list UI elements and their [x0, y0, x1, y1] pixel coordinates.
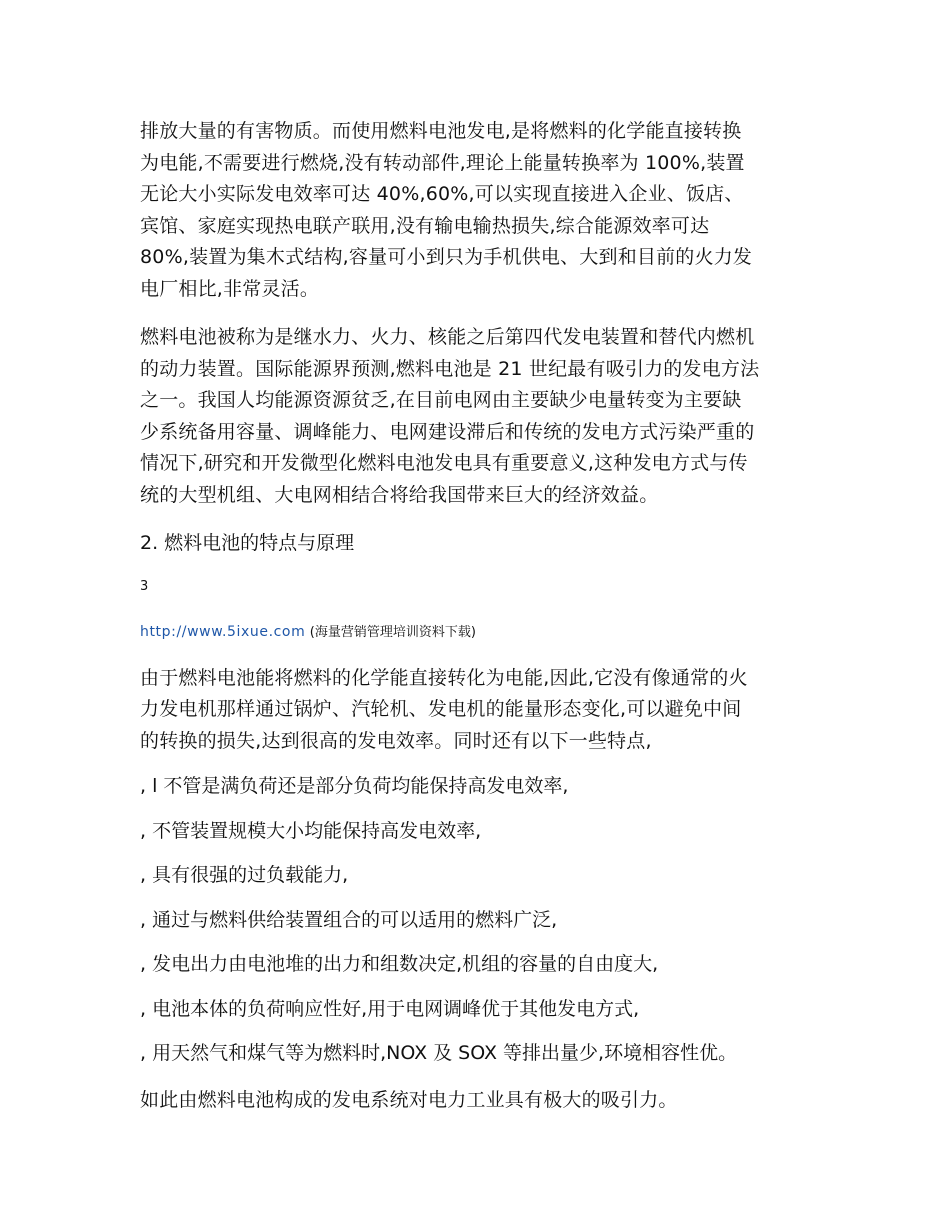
list-item: , 具有很强的过负载能力, [140, 864, 349, 886]
text-line: 之一。我国人均能源资源贫乏,在目前电网由主要缺少电量转变为主要缺 [140, 389, 742, 411]
footer-source [140, 622, 820, 643]
text-line: 少系统备用容量、调峰能力、电网建设滞后和传统的发电方式污染严重的 [140, 420, 755, 443]
source-link[interactable]: http://www.5ixue.com [140, 623, 306, 640]
text-line: 统的大型机组、大电网相结合将给我国带来巨大的经济效益。 [140, 483, 659, 506]
list-item: , 发电出力由电池堆的出力和组数决定,机组的容量的自由度大, [140, 953, 659, 975]
paragraph-2 [140, 322, 820, 511]
source-note: (海量营销管理培训资料下载) [309, 624, 476, 640]
text-line: 由于燃料电池能将燃料的化学能直接转化为电能,因此,它没有像通常的火 [140, 666, 748, 689]
text-line: 的转换的损失,达到很高的发电效率。同时还有以下一些特点, [140, 729, 652, 752]
list-item: , 电池本体的负荷响应性好,用于电网调峰优于其他发电方式, [140, 997, 640, 1020]
text-line: 为电能,不需要进行燃烧,没有转动部件,理论上能量转换率为 100%,装置 [140, 151, 745, 174]
text-line: 的动力装置。国际能源界预测,燃料电池是 21 世纪最有吸引力的发电方法 [140, 357, 760, 380]
text-line: 宾馆、家庭实现热电联产联用,没有输电输热损失,综合能源效率可达 [140, 214, 710, 237]
text-line: 力发电机那样通过锅炉、汽轮机、发电机的能量形态变化,可以避免中间 [140, 698, 742, 720]
text-line: 燃料电池被称为是继水力、火力、核能之后第四代发电装置和替代内燃机 [140, 326, 755, 348]
paragraph-3 [140, 663, 820, 758]
document-page [140, 116, 820, 1116]
closing-paragraph: 如此由燃料电池构成的发电系统对电力工业具有极大的吸引力。 [140, 1088, 678, 1111]
text-line: 无论大小实际发电效率可达 40%,60%,可以实现直接进入企业、饭店、 [140, 183, 744, 205]
text-line: 80%,装置为集木式结构,容量可小到只为手机供电、大到和目前的火力发 [140, 246, 753, 268]
text-line: 电厂相比,非常灵活。 [140, 277, 320, 300]
list-item: , 通过与燃料供给装置组合的可以适用的燃料广泛, [140, 908, 558, 931]
text-line: 情况下,研究和开发微型化燃料电池发电具有重要意义,这种发电方式与传 [140, 452, 748, 474]
paragraph-1 [140, 116, 820, 305]
text-line: 排放大量的有害物质。而使用燃料电池发电,是将燃料的化学能直接转换 [140, 120, 742, 142]
list-item: , 不管装置规模大小均能保持高发电效率, [140, 819, 482, 842]
feature-list [140, 771, 820, 1070]
list-item: , l 不管是满负荷还是部分负荷均能保持高发电效率, [140, 775, 569, 797]
list-item: , 用天然气和煤气等为燃料时,NOX 及 SOX 等排出量少,环境相容性优。 [140, 1042, 738, 1064]
page-number: 3 [140, 578, 149, 594]
section-heading: 2. 燃料电池的特点与原理 [140, 532, 355, 554]
